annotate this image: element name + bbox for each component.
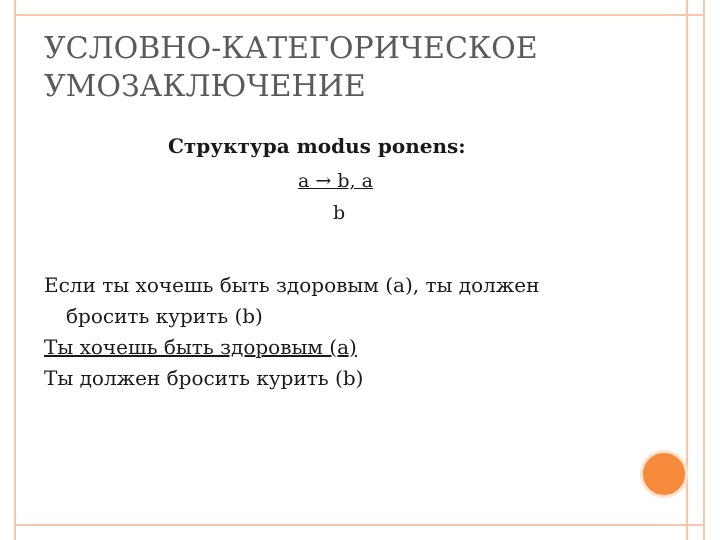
frame-top-line [14,14,704,16]
example-block [44,270,644,394]
slide-title: УСЛОВНО-КАТЕГОРИЧЕСКОЕ УМОЗАКЛЮЧЕНИЕ [44,31,538,104]
example-line-3: Ты хочешь быть здоровым (a) [44,335,357,359]
example-line-1: Если ты хочешь быть здоровым (a), ты должен [44,273,540,297]
formula-premise: a → b, a [298,170,373,192]
frame-right-line-inner [686,0,688,540]
frame-left-line [14,0,16,540]
example-line-2: бросить курить (b) [66,304,263,328]
frame-bottom-line [14,524,704,526]
frame-right-line-outer [703,0,705,540]
formula-conclusion: b [333,202,346,224]
decorative-circle-icon [640,450,688,498]
structure-heading: Структура modus ponens: [168,134,466,158]
example-line-4: Ты должен бросить курить (b) [44,366,364,390]
